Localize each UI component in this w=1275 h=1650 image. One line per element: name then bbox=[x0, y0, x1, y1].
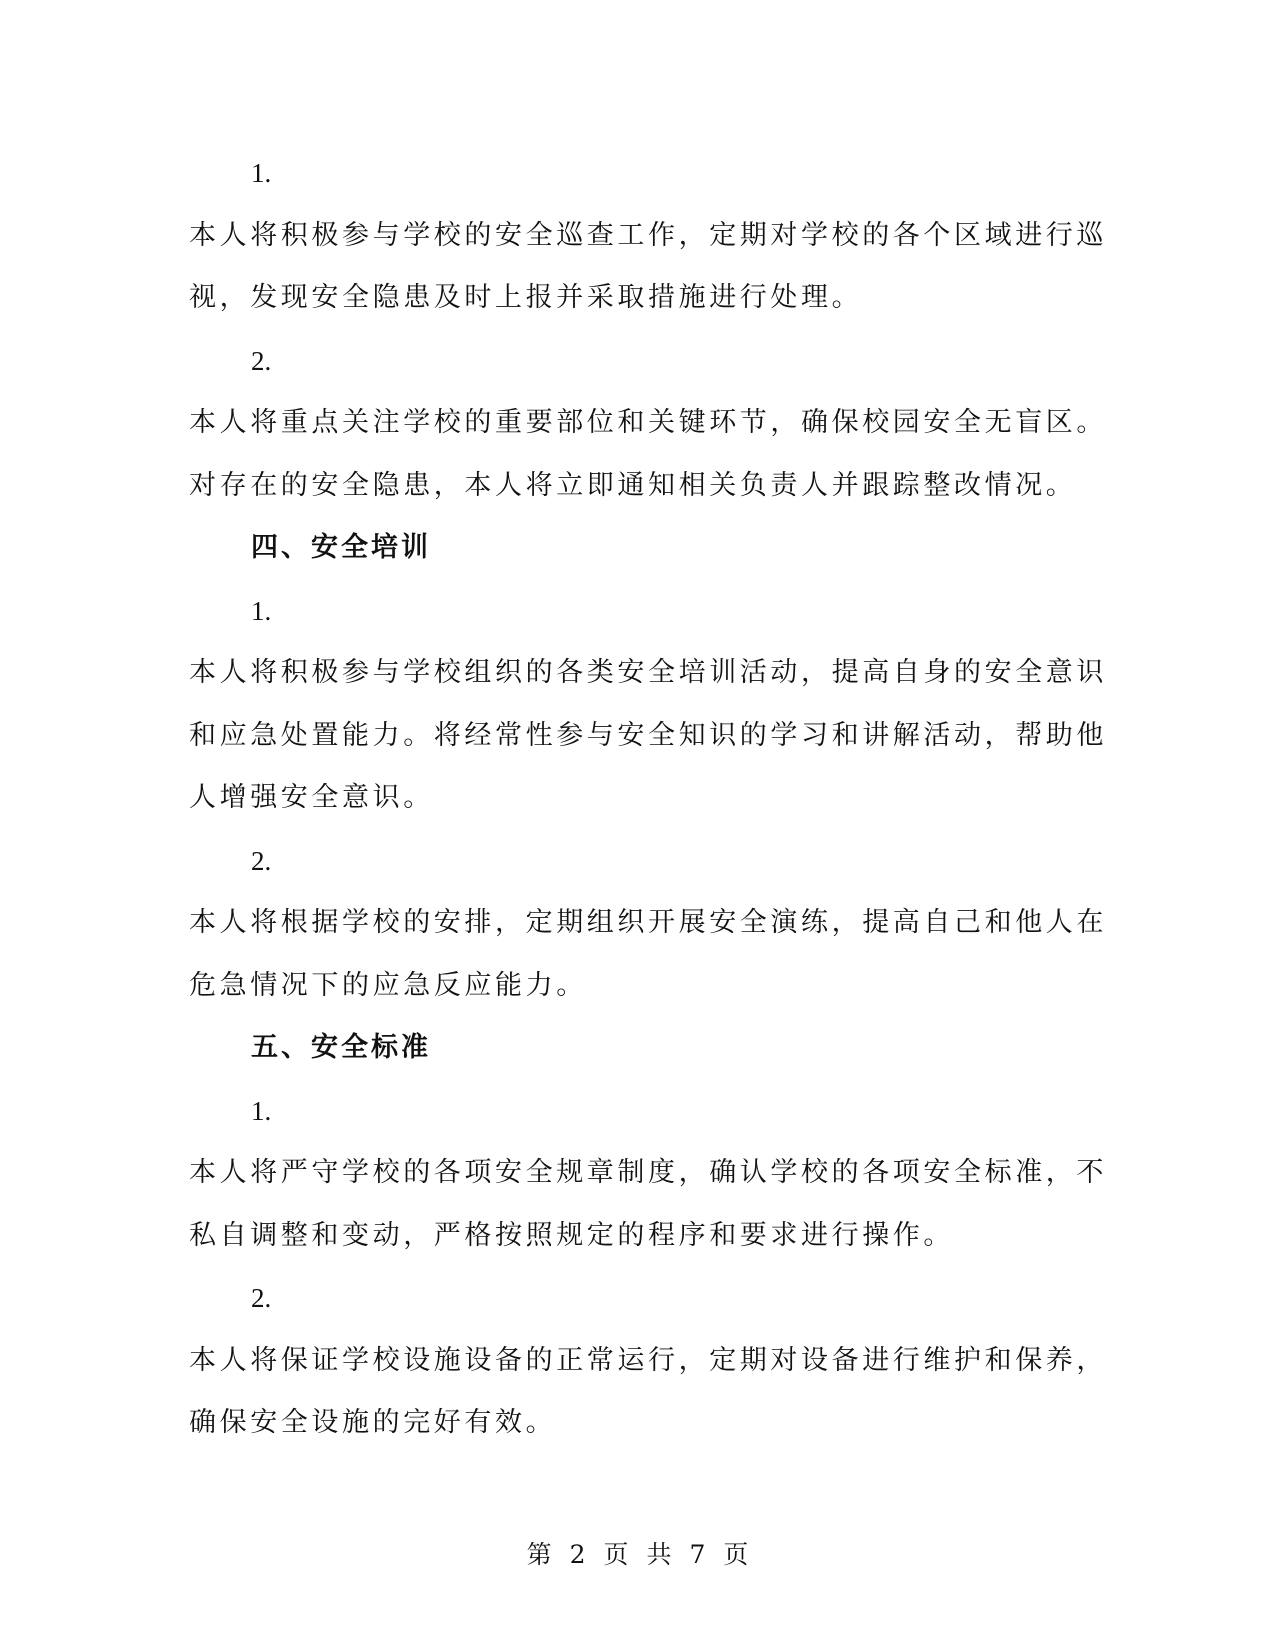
paragraph-line: 本人将积极参与学校的安全巡查工作，定期对学校的各个区域进行巡 bbox=[189, 219, 1107, 251]
paragraph-line: 和应急处置能力。将经常性参与安全知识的学习和讲解活动，帮助他 bbox=[189, 719, 1107, 751]
total-page-number: 7 bbox=[689, 1540, 706, 1569]
paragraph-line: 人增强安全意识。 bbox=[189, 782, 434, 813]
paragraph-line: 本人将保证学校设施设备的正常运行，定期对设备进行维护和保养， bbox=[189, 1344, 1107, 1376]
list-number: 1. bbox=[251, 595, 272, 626]
list-number: 2. bbox=[251, 845, 272, 876]
paragraph-line: 对存在的安全隐患，本人将立即通知相关负责人并跟踪整改情况。 bbox=[189, 469, 1077, 501]
current-page-number: 2 bbox=[569, 1540, 586, 1569]
document-body bbox=[189, 142, 1107, 1455]
paragraph-line: 本人将积极参与学校组织的各类安全培训活动，提高自身的安全意识 bbox=[189, 657, 1107, 688]
paragraph-line: 私自调整和变动，严格按照规定的程序和要求进行操作。 bbox=[189, 1219, 954, 1251]
paragraph-line: 危急情况下的应急反应能力。 bbox=[189, 969, 587, 1001]
paragraph-line: 本人将根据学校的安排，定期组织开展安全演练，提高自己和他人在 bbox=[189, 907, 1107, 938]
section-heading: 五、安全标准 bbox=[251, 1032, 431, 1063]
paragraph-line: 视，发现安全隐患及时上报并采取措施进行处理。 bbox=[189, 282, 863, 313]
paragraph-line: 确保安全设施的完好有效。 bbox=[189, 1407, 557, 1438]
list-number: 1. bbox=[251, 1095, 272, 1126]
footer-total-word: 共 bbox=[646, 1540, 672, 1569]
paragraph-line: 本人将重点关注学校的重要部位和关键环节，确保校园安全无盲区。 bbox=[189, 407, 1107, 438]
page-footer bbox=[0, 1535, 1275, 1571]
footer-page-word: 页 bbox=[603, 1540, 629, 1569]
list-number: 2. bbox=[251, 1283, 272, 1313]
footer-suffix: 页 bbox=[723, 1540, 749, 1569]
list-number: 1. bbox=[251, 158, 272, 188]
paragraph-line: 本人将严守学校的各项安全规章制度，确认学校的各项安全标准，不 bbox=[189, 1157, 1107, 1188]
section-heading: 四、安全培训 bbox=[251, 532, 431, 563]
footer-prefix: 第 bbox=[526, 1540, 552, 1569]
list-number: 2. bbox=[251, 345, 272, 376]
